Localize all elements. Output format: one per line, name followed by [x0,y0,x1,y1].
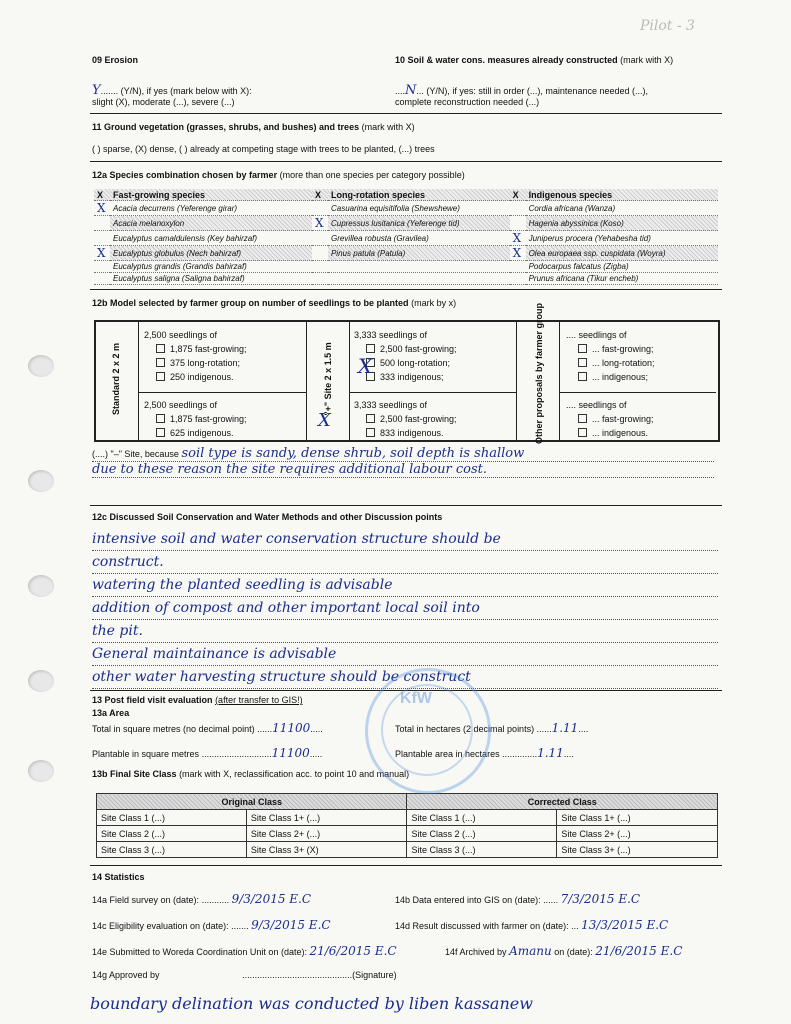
plant-ha-value: 1.11 [537,746,564,760]
species-name: Podocarpus falcatus (Zigba) [526,261,718,273]
s13-title-note: (after transfer to GIS!) [215,695,303,705]
species-name: Eucalyptus camaldulensis (Key bahirzaf) [110,231,312,246]
species-header-row [94,189,718,201]
model-line-text: 1,875 fast-growing; [170,344,247,354]
species-name: Grevillea robusta (Gravilea) [328,231,510,246]
model-line [566,412,654,426]
species-header-cell: Long-rotation species [328,189,510,201]
form [90,45,722,986]
section-12a [90,162,722,290]
model-line [566,328,655,342]
discussion-line: intensive soil and water conservation structure should be [92,531,718,551]
s10-header [395,55,673,65]
other-option-b [566,398,654,440]
site-reason-line1 [92,446,714,462]
species-mark [312,261,328,273]
species-row [94,273,718,285]
s14e-value: 21/6/2015 E.C [309,944,397,958]
s12a-header [92,170,465,180]
section-12c [90,506,722,691]
checkbox [156,358,165,367]
s14g: 14g Approved by ............................................(Signature) [92,970,397,980]
checkbox [156,428,165,437]
s14g-label: 14g Approved by [92,970,160,980]
discussion-line: addition of compost and other important local soil into [92,600,718,620]
plus-option-b [354,398,457,440]
model-line-text: 833 indigenous. [380,428,444,438]
species-name: Eucalyptus saligna (Saligna bahirzaf) [110,273,312,285]
species-name: Cupressus lusitanica (Yeferenge tid) [328,216,510,231]
standard-option-b [144,398,247,440]
class-cell: Site Class 2 (...) [407,826,557,842]
s14b-value: 7/3/2015 E.C [560,892,641,906]
footer-handwriting: boundary delination was conducted by liben kassanew [90,994,533,1013]
species-mark: X [510,231,526,246]
class-row [97,826,718,842]
standard-label: Standard 2 x 2 m [111,342,121,416]
other-option-a [566,328,655,384]
species-mark [510,273,526,285]
species-mark [510,216,526,231]
species-header-cell: X [510,189,526,201]
s13a-title: 13a Area [92,708,130,718]
s13b-header [92,769,409,779]
model-line-text: 2,500 seedlings of [144,330,218,340]
s14e-label: 14e Submitted to Woreda Coordination Unit on (date): [92,947,307,957]
model-line [566,356,655,370]
s14f-label: 14f Archived by [445,947,507,957]
species-table [94,189,718,285]
class-cell: Site Class 3+ (X) [246,842,407,858]
checkbox [578,414,587,423]
s12a-note: (more than one species per category possible) [279,170,465,180]
model-line [354,426,457,440]
s10-line1-text: (Y/N), if yes: still in order (...), maintenance needed (...), [426,86,648,96]
s14f-name: Amanu [509,944,552,958]
class-header-row [97,794,718,810]
model-line-text: .... seedlings of [566,400,627,410]
model-line [566,342,655,356]
checkbox [366,344,375,353]
site-class-table [96,793,718,858]
model-line [144,412,247,426]
model-line-text: 3,333 seedlings of [354,330,428,340]
species-mark [312,246,328,261]
plant-ha: Plantable area in hectares ..............1.11.... [395,746,574,760]
checkbox [156,414,165,423]
species-mark [94,261,110,273]
s14d-label: 14d Result discussed with farmer on (date): [395,921,569,931]
s11-title: 11 Ground vegetation (grasses, shrubs, and bushes) and trees [92,122,360,132]
s14c: 14c Eligibility evaluation on (date): ....... 9/3/2015 E.C [92,918,331,932]
total-sqm: Total in square metres (no decimal point) ......11100..... [92,721,323,735]
discussion-line: other water harvesting structure should be construct [92,669,718,689]
species-header-cell: X [94,189,110,201]
class-row [97,810,718,826]
site-reason-hw2: due to these reason the site requires additional labour cost. [92,462,714,478]
model-line-text: 250 indigenous. [170,372,234,382]
total-ha: Total in hectares (2 decimal points) ......1.11.... [395,721,589,735]
s14e [92,944,397,958]
model-line [566,398,654,412]
s14d-value: 13/3/2015 E.C [581,918,669,932]
species-row [94,216,718,231]
s09-yn-value: Y [92,83,101,98]
stamp-text: KfW [400,690,432,707]
total-ha-value: 1.11 [551,721,579,735]
species-name: Casuarina equisitifolia (Shewshewe) [328,201,510,216]
corrected-class-header: Corrected Class [407,794,718,810]
class-row [97,842,718,858]
species-mark: X [312,216,328,231]
s14d: 14d Result discussed with farmer on (date): ... 13/3/2015 E.C [395,918,669,932]
class-cell: Site Class 1 (...) [97,810,247,826]
species-mark: X [94,246,110,261]
s14b-label: 14b Data entered into GIS on (date): [395,895,541,905]
s14f-on: on (date): [554,947,593,957]
s11-line: ( ) sparse, (X) dense, ( ) already at competing stage with trees to be planted, (...) trees [92,144,435,154]
s14a-value: 9/3/2015 E.C [231,892,312,906]
checkbox [156,344,165,353]
model-line [144,328,247,342]
s12b-title: 12b Model selected by farmer group on number of seedlings to be planted [92,298,409,308]
s12a-title: 12a Species combination chosen by farmer [92,170,278,180]
header-handwriting: Pilot - 3 [640,18,695,34]
s13-title: 13 Post field visit evaluation [92,695,213,705]
class-cell: Site Class 2 (...) [97,826,247,842]
model-line-text: ... fast-growing; [592,414,654,424]
species-header-cell: Fast-growing species [110,189,312,201]
species-mark [94,216,110,231]
model-line [144,342,247,356]
s10-yn-value: N [405,83,417,98]
model-line-text: 333 indigenous; [380,372,444,382]
model-line-text: ... fast-growing; [592,344,654,354]
class-cell: Site Class 3 (...) [97,842,247,858]
species-name: Olea europaea ssp. cuspidata (Woyra) [526,246,718,261]
s09-severity: slight (X), moderate (...), severe (...) [92,97,235,107]
section-14 [90,866,722,986]
model-line-text: 375 long-rotation; [170,358,241,368]
species-name: Hagenia abyssinica (Koso) [526,216,718,231]
model-line-text: 3,333 seedlings of [354,400,428,410]
plant-ha-label: Plantable area in hectares [395,749,500,759]
model-line [566,370,655,384]
species-name: Acacia decurrens (Yeferenge girar) [110,201,312,216]
discussion-line: General maintainance is advisable [92,646,718,666]
model-line [354,398,457,412]
s12b-note: (mark by x) [411,298,457,308]
discussion-line: the pit. [92,623,718,643]
checkbox [366,428,375,437]
s14f-value: 21/6/2015 E.C [595,944,683,958]
s10-note: (mark with X) [620,55,674,65]
model-line [566,426,654,440]
discussion-line: construct. [92,554,718,574]
species-mark [510,261,526,273]
model-line [144,370,247,384]
checkbox [156,372,165,381]
checkbox [578,428,587,437]
species-name: Prunus africana (Tikur encheb) [526,273,718,285]
class-cell: Site Class 1 (...) [407,810,557,826]
model-line [144,426,247,440]
s14c-label: 14c Eligibility evaluation on (date): [92,921,229,931]
class-cell: Site Class 1+ (...) [246,810,407,826]
s13b-title: 13b Final Site Class [92,769,177,779]
checkbox [578,358,587,367]
plant-sqm-label: Plantable in square metres [92,749,200,759]
s13b-note: (mark with X, reclassification acc. to point 10 and manual) [179,769,410,779]
model-line [144,398,247,412]
model-line-text: 500 long-rotation; [380,358,451,368]
species-name: Pinus patula (Patula) [328,246,510,261]
species-mark [510,201,526,216]
species-header-cell: Indigenous species [526,189,718,201]
checkbox [578,344,587,353]
checkbox [578,372,587,381]
s14b: 14b Data entered into GIS on (date): ...... 7/3/2015 E.C [395,892,641,906]
species-mark [312,273,328,285]
model-line-text: .... seedlings of [566,330,627,340]
species-mark: X [510,246,526,261]
class-cell: Site Class 2+ (...) [246,826,407,842]
species-mark [312,231,328,246]
species-name: Eucalyptus grandis (Grandis bahirzaf) [110,261,312,273]
standard-option-a [144,328,247,384]
species-name [328,273,510,285]
other-label: Other proposals by farmer group [534,302,544,444]
total-sqm-value: 11100 [272,721,311,735]
s14a-label: 14a Field survey on (date): [92,895,200,905]
s09-title: 09 Erosion [92,55,139,65]
species-mark: X [94,201,110,216]
model-line-text: 625 indigenous. [170,428,234,438]
s10-title: 10 Soil & water cons. measures already constructed [395,55,618,65]
class-cell: Site Class 3+ (...) [557,842,718,858]
model-line [144,356,247,370]
species-name: Cordia africana (Wanza) [526,201,718,216]
model-line [354,328,457,342]
s12c-notes [92,528,718,689]
plus-mark-a: X [358,354,373,378]
species-row [94,246,718,261]
model-line-text: 2,500 fast-growing; [380,414,457,424]
species-row [94,201,718,216]
species-mark [94,273,110,285]
s14a: 14a Field survey on (date): ........... 9/3/2015 E.C [92,892,312,906]
s14f [445,944,682,958]
plus-mark-b: X [318,410,331,431]
s09-line: Y....... (Y/N), if yes (mark below with X): [92,83,252,98]
s13-header [92,695,303,705]
species-row [94,231,718,246]
species-mark [312,201,328,216]
s12c-title: 12c Discussed Soil Conservation and Water Methods and other Discussion points [92,512,443,522]
s09-yn-label: (Y/N), if yes (mark below with X): [120,86,252,96]
site-reason-hw1: soil type is sandy, dense shrub, soil depth is shallow [181,446,525,461]
checkbox [366,414,375,423]
s14g-signature-label: (Signature) [352,970,397,980]
species-name: Eucalyptus globulus (Nech bahirzaf) [110,246,312,261]
model-line-text: 2,500 seedlings of [144,400,218,410]
class-cell: Site Class 3 (...) [407,842,557,858]
section-12b [90,290,722,506]
s12b-header [92,298,456,308]
model-line [354,412,457,426]
species-header-cell: X [312,189,328,201]
total-ha-label: Total in hectares (2 decimal points) [395,724,535,734]
species-name: Acacia melanoxylon [110,216,312,231]
plus-site-label: "+" Site 2 x 1.5 m [323,342,333,416]
class-cell: Site Class 1+ (...) [557,810,718,826]
discussion-line: watering the planted seedling is advisable [92,577,718,597]
model-line-text: ... indigenous. [592,428,649,438]
total-sqm-label: Total in square metres (no decimal point) [92,724,255,734]
plant-sqm-value: 11100 [271,746,310,760]
plant-sqm: Plantable in square metres ............................11100..... [92,746,323,760]
s11-header [92,122,415,132]
model-line-text: 1,875 fast-growing; [170,414,247,424]
model-line-text: ... indigenous; [592,372,649,382]
model-line-text: ... long-rotation; [592,358,655,368]
section-09-10 [90,45,722,114]
model-line-text: 2,500 fast-growing; [380,344,457,354]
s10-line1: ....N... (Y/N), if yes: still in order (...), maintenance needed (...), [395,83,648,98]
class-cell: Site Class 2+ (...) [557,826,718,842]
s14c-value: 9/3/2015 E.C [251,918,331,932]
s14-title: 14 Statistics [92,872,145,882]
species-row [94,261,718,273]
section-11 [90,114,722,162]
original-class-header: Original Class [97,794,407,810]
species-mark [94,231,110,246]
s11-note: (mark with X) [361,122,415,132]
species-name: Juniperus procera (Yehabesha tid) [526,231,718,246]
s10-line2: complete reconstruction needed (...) [395,97,540,107]
site-reason-label: (....) "–" Site, because [92,449,179,459]
species-name [328,261,510,273]
